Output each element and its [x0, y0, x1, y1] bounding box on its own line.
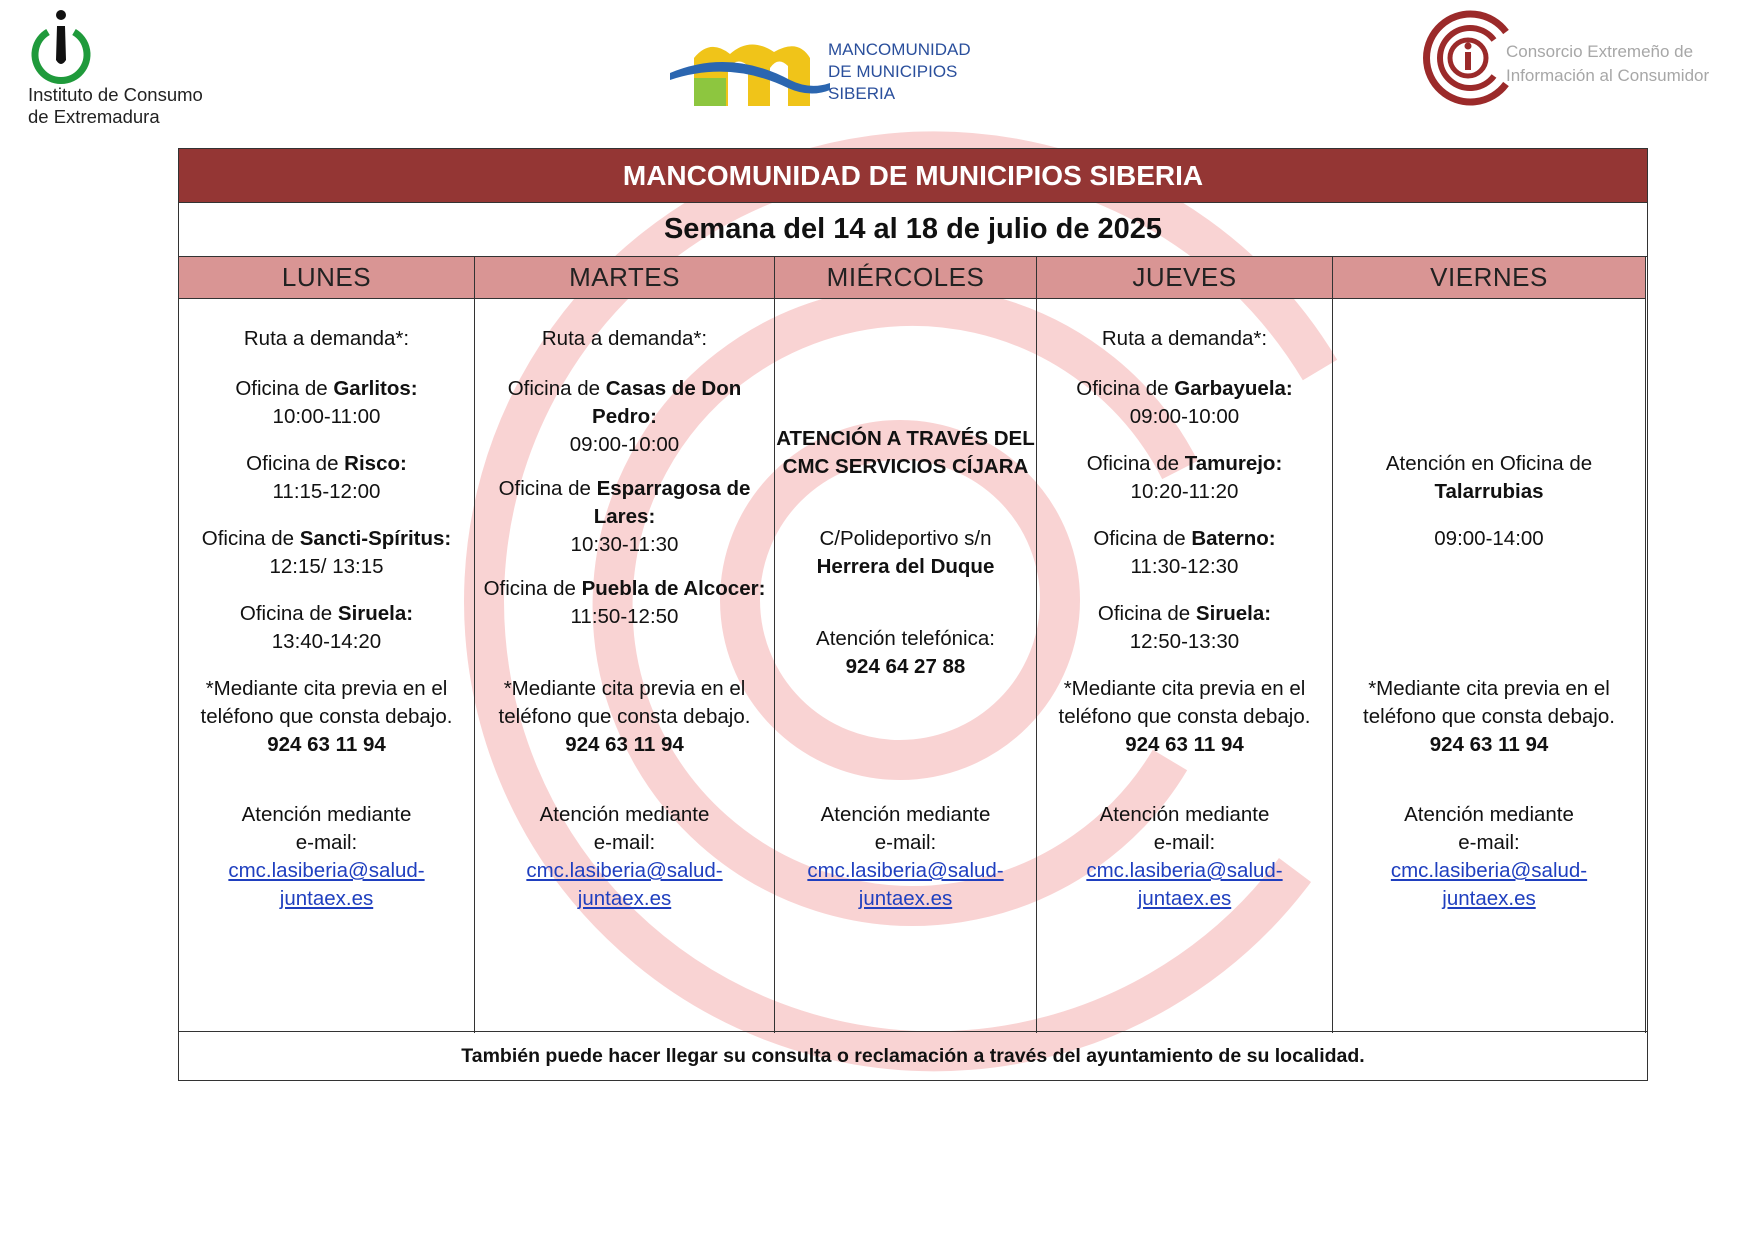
- office-puebla-de-alcocer: Oficina de Puebla de Alcocer: 11:50-12:50: [483, 577, 766, 628]
- email-block: Atención mediante e-mail: cmc.lasiberia@salud- juntaex.es: [1390, 803, 1588, 910]
- office-hours: 09:00-14:00: [1434, 527, 1544, 550]
- office-casas-de-don-pedro: Oficina de Casas de Don Pedro: 09:00-10:00: [507, 377, 742, 456]
- office-talarrubias: Atención en Oficina de Talarrubias: [1385, 452, 1593, 503]
- phone-block: Atención telefónica: 924 64 27 88: [816, 627, 995, 678]
- mancomunidad-m-icon: [670, 28, 830, 112]
- consorcio-line1: Consorcio Extremeño de: [1506, 42, 1694, 61]
- week-range: Semana del 14 al 18 de julio de 2025: [179, 203, 1647, 257]
- phone-number: 924 63 11 94: [1429, 733, 1549, 756]
- consorcio-info-icon: [1420, 10, 1516, 106]
- table-title: MANCOMUNIDAD DE MUNICIPIOS SIBERIA: [179, 149, 1647, 203]
- address-block: C/Polideportivo s/n Herrera del Duque: [816, 527, 995, 578]
- ruta-label: Ruta a demanda*:: [541, 327, 708, 350]
- instituto-consumo-line1: Instituto de Consumo: [28, 84, 203, 105]
- email-block: Atención mediante e-mail: cmc.lasiberia@salud- juntaex.es: [228, 803, 425, 910]
- email-link[interactable]: cmc.lasiberia@salud- juntaex.es: [1086, 859, 1283, 910]
- appointment-note: *Mediante cita previa en el teléfono que consta debajo. 924 63 11 94: [200, 677, 453, 756]
- phone-number: 924 63 11 94: [1125, 733, 1244, 756]
- column-lunes: [179, 257, 475, 1033]
- day-header-jueves: JUEVES: [1037, 257, 1332, 299]
- email-link[interactable]: cmc.lasiberia@salud- juntaex.es: [526, 859, 723, 910]
- consorcio-logo: [1420, 10, 1750, 110]
- column-miercoles: [775, 257, 1037, 1033]
- day-header-lunes: LUNES: [179, 257, 474, 299]
- day-header-martes: MARTES: [475, 257, 774, 299]
- email-link[interactable]: cmc.lasiberia@salud- juntaex.es: [228, 859, 425, 910]
- ruta-label: Ruta a demanda*:: [1101, 327, 1268, 350]
- appointment-note: *Mediante cita previa en el teléfono que consta debajo. 924 63 11 94: [1363, 677, 1615, 756]
- column-jueves: [1037, 257, 1333, 1033]
- consorcio-line2: Información al Consumidor: [1506, 66, 1710, 85]
- office-baterno: Oficina de Baterno: 11:30-12:30: [1093, 527, 1276, 578]
- instituto-consumo-icon: [26, 8, 96, 86]
- email-block: Atención mediante e-mail: cmc.lasiberia@salud- juntaex.es: [1086, 803, 1283, 910]
- appointment-note: *Mediante cita previa en el teléfono que consta debajo. 924 63 11 94: [498, 677, 751, 756]
- appointment-note: *Mediante cita previa en el teléfono que consta debajo. 924 63 11 94: [1058, 677, 1311, 756]
- office-siruela: Oficina de Siruela: 13:40-14:20: [239, 602, 414, 653]
- office-esparragosa-de-lares: Oficina de Esparragosa de Lares: 10:30-11:30: [498, 477, 751, 556]
- office-risco: Oficina de Risco: 11:15-12:00: [246, 452, 407, 503]
- footer-note: También puede hacer llegar su consulta o reclamación a través del ayuntamiento de su localidad.: [179, 1031, 1647, 1080]
- email-block: Atención mediante e-mail: cmc.lasiberia@salud- juntaex.es: [526, 803, 723, 910]
- office-sancti-spiritus: Oficina de Sancti-Spíritus: 12:15/ 13:15: [201, 527, 452, 578]
- office-garlitos: Oficina de Garlitos: 10:00-11:00: [235, 377, 418, 428]
- email-block: Atención mediante e-mail: cmc.lasiberia@salud- juntaex.es: [807, 803, 1004, 910]
- day-header-miercoles: MIÉRCOLES: [775, 257, 1036, 299]
- phone-number: 924 64 27 88: [845, 655, 966, 678]
- mancomunidad-line1: MANCOMUNIDAD: [828, 40, 971, 59]
- instituto-consumo-logo: [26, 8, 246, 128]
- schedule-table: [178, 148, 1648, 1081]
- email-link[interactable]: cmc.lasiberia@salud- juntaex.es: [1390, 859, 1588, 910]
- office-tamurejo: Oficina de Tamurejo: 10:20-11:20: [1086, 452, 1283, 503]
- column-viernes: [1333, 257, 1646, 1033]
- office-garbayuela: Oficina de Garbayuela: 09:00-10:00: [1076, 377, 1293, 428]
- office-siruela: Oficina de Siruela: 12:50-13:30: [1097, 602, 1272, 653]
- mancomunidad-line3: SIBERIA: [828, 84, 896, 103]
- column-martes: [475, 257, 775, 1033]
- mancomunidad-siberia-logo: [670, 28, 1010, 112]
- ruta-label: Ruta a demanda*:: [243, 327, 410, 350]
- attention-cmc-cijara: ATENCIÓN A TRAVÉS DEL CMC SERVICIOS CÍJARA: [776, 427, 1035, 478]
- phone-number: 924 63 11 94: [565, 733, 684, 756]
- day-header-viernes: VIERNES: [1333, 257, 1645, 299]
- mancomunidad-line2: DE MUNICIPIOS: [828, 62, 958, 81]
- phone-number: 924 63 11 94: [267, 733, 386, 756]
- email-link[interactable]: cmc.lasiberia@salud- juntaex.es: [807, 859, 1004, 910]
- instituto-consumo-line2: de Extremadura: [28, 106, 160, 127]
